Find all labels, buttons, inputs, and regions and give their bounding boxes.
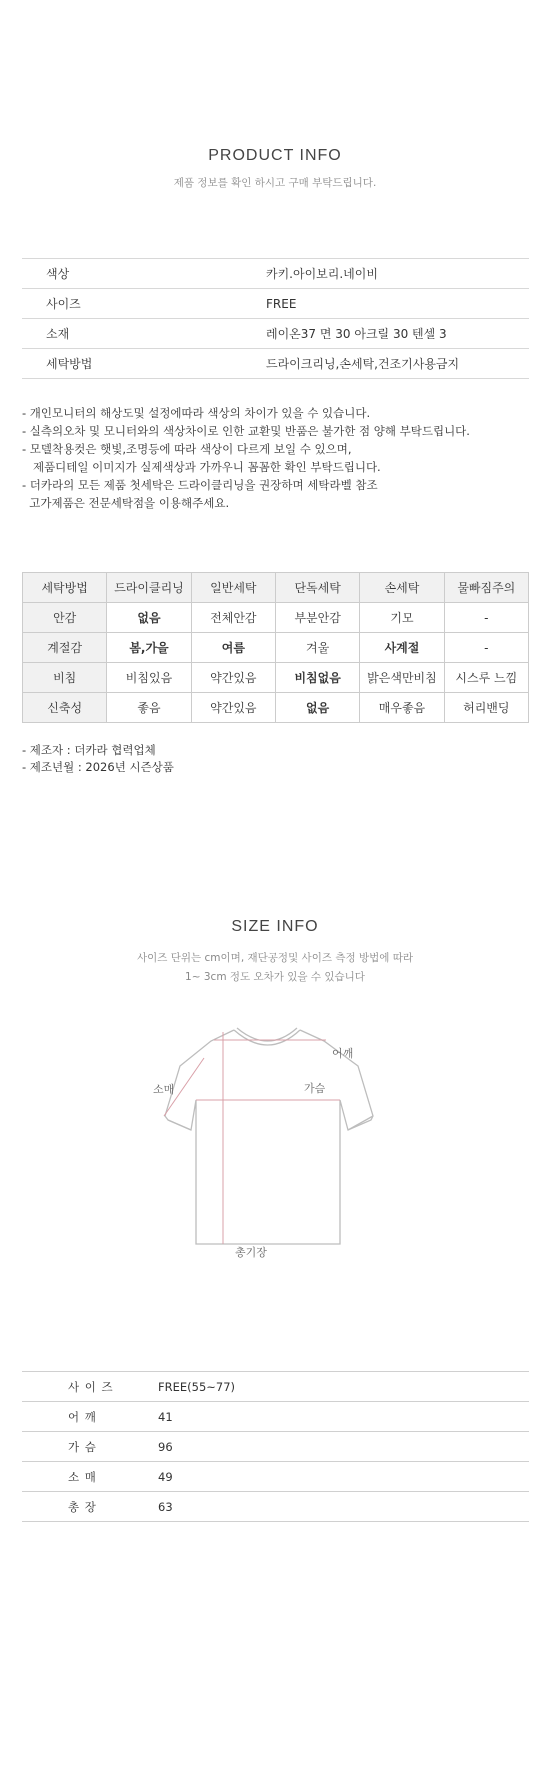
size-row	[22, 1432, 529, 1462]
care-grid-column-header: 손세탁	[360, 573, 444, 603]
size-value: FREE(55~77)	[158, 1372, 529, 1402]
size-row	[22, 1492, 529, 1522]
care-grid-row-header: 세탁방법	[23, 573, 107, 603]
info-row	[22, 259, 529, 289]
care-grid-cell: 약간있음	[191, 663, 275, 693]
notice-line: - 더카라의 모든 제품 첫세탁은 드라이클리닝을 권장하며 세탁라벨 참조	[22, 478, 378, 492]
info-label: 세탁방법	[22, 349, 266, 379]
care-grid-row	[23, 603, 529, 633]
care-grid-row	[23, 573, 529, 603]
care-grid-cell: 시스루 느낌	[444, 663, 528, 693]
size-info-subtitle-2: 1~ 3cm 정도 오차가 있을 수 있습니다	[185, 971, 365, 983]
care-grid-cell: 비침없음	[275, 663, 359, 693]
size-value: 63	[158, 1492, 529, 1522]
care-grid-cell: 없음	[107, 603, 191, 633]
notice-list	[22, 404, 470, 512]
care-grid-cell: 전체안감	[191, 603, 275, 633]
notice-line: - 개인모니터의 해상도및 설정에따라 색상의 차이가 있을 수 있습니다.	[22, 406, 371, 420]
info-row	[22, 319, 529, 349]
size-value: 41	[158, 1402, 529, 1432]
care-grid-cell: 좋음	[107, 693, 191, 723]
care-grid-row-header: 비침	[23, 663, 107, 693]
care-grid-cell: -	[444, 603, 528, 633]
shoulder-label: 어깨	[332, 1047, 354, 1060]
size-value: 96	[158, 1432, 529, 1462]
care-grid-cell: 밝은색만비침	[360, 663, 444, 693]
care-grid-cell: 약간있음	[191, 693, 275, 723]
size-value: 49	[158, 1462, 529, 1492]
product-info-table	[22, 258, 529, 379]
care-grid-column-header: 단독세탁	[275, 573, 359, 603]
care-grid-row	[23, 663, 529, 693]
info-row	[22, 289, 529, 319]
info-value: FREE	[266, 289, 529, 319]
notice-line: 고가제품은 전문세탁점을 이용해주세요.	[22, 496, 230, 510]
size-info-title: SIZE INFO	[231, 918, 319, 935]
care-grid-cell: 기모	[360, 603, 444, 633]
size-label: 총 장	[22, 1492, 158, 1522]
size-label: 소 매	[22, 1462, 158, 1492]
care-grid-column-header: 일반세탁	[191, 573, 275, 603]
care-grid-row-header: 신축성	[23, 693, 107, 723]
care-grid-row-header: 안감	[23, 603, 107, 633]
maker-info	[22, 742, 174, 776]
care-grid-row	[23, 633, 529, 663]
size-table	[22, 1371, 529, 1522]
length-label: 총기장	[235, 1246, 267, 1259]
tshirt-size-diagram	[140, 1020, 400, 1260]
care-grid-cell: 매우좋음	[360, 693, 444, 723]
size-info-subtitle-1: 사이즈 단위는 cm이며, 재단공정및 사이즈 측정 방법에 따라	[137, 952, 413, 964]
care-grid-row	[23, 693, 529, 723]
care-grid-cell: -	[444, 633, 528, 663]
size-label: 어 깨	[22, 1402, 158, 1432]
size-row	[22, 1462, 529, 1492]
care-grid-cell: 비침있음	[107, 663, 191, 693]
info-value: 드라이크리닝,손세탁,건조기사용금지	[266, 349, 529, 379]
care-grid-row-header: 계절감	[23, 633, 107, 663]
care-grid-column-header: 드라이클리닝	[107, 573, 191, 603]
care-grid-column-header: 물빠짐주의	[444, 573, 528, 603]
info-value: 카키.아이보리.네이비	[266, 259, 529, 289]
size-label: 가 슴	[22, 1432, 158, 1462]
tshirt-outline	[165, 1028, 373, 1244]
size-row	[22, 1402, 529, 1432]
chest-label: 가슴	[304, 1082, 326, 1095]
care-grid-cell: 여름	[191, 633, 275, 663]
measure-lines	[164, 1032, 340, 1244]
maker-line: - 제조자 : 더카라 협력업체	[22, 743, 156, 757]
size-label: 사 이 즈	[22, 1372, 158, 1402]
product-info-title: PRODUCT INFO	[208, 147, 342, 164]
maker-line: - 제조년월 : 2026년 시즌상품	[22, 760, 174, 774]
info-label: 사이즈	[22, 289, 266, 319]
size-row	[22, 1372, 529, 1402]
care-grid-cell: 부분안감	[275, 603, 359, 633]
info-label: 색상	[22, 259, 266, 289]
notice-line: 제품디테일 이미지가 실제색상과 가까우니 꼼꼼한 확인 부탁드립니다.	[22, 460, 381, 474]
info-value: 레이온37 면 30 아크릴 30 텐셀 3	[266, 319, 529, 349]
info-row	[22, 349, 529, 379]
care-grid-table	[22, 572, 529, 723]
care-grid-cell: 봄,가을	[107, 633, 191, 663]
care-grid-cell: 겨울	[275, 633, 359, 663]
notice-line: - 모델착용컷은 햇빛,조명등에 따라 색상이 다르게 보일 수 있으며,	[22, 442, 352, 456]
info-label: 소재	[22, 319, 266, 349]
sleeve-label: 소매	[153, 1083, 175, 1096]
care-grid-cell: 없음	[275, 693, 359, 723]
notice-line: - 실측의오차 및 모니터와의 색상차이로 인한 교환및 반품은 불가한 점 양해 부탁드립니다.	[22, 424, 470, 438]
care-grid-cell: 허리밴딩	[444, 693, 528, 723]
care-grid-cell: 사계절	[360, 633, 444, 663]
product-info-subtitle: 제품 정보를 확인 하시고 구매 부탁드립니다.	[173, 177, 377, 189]
